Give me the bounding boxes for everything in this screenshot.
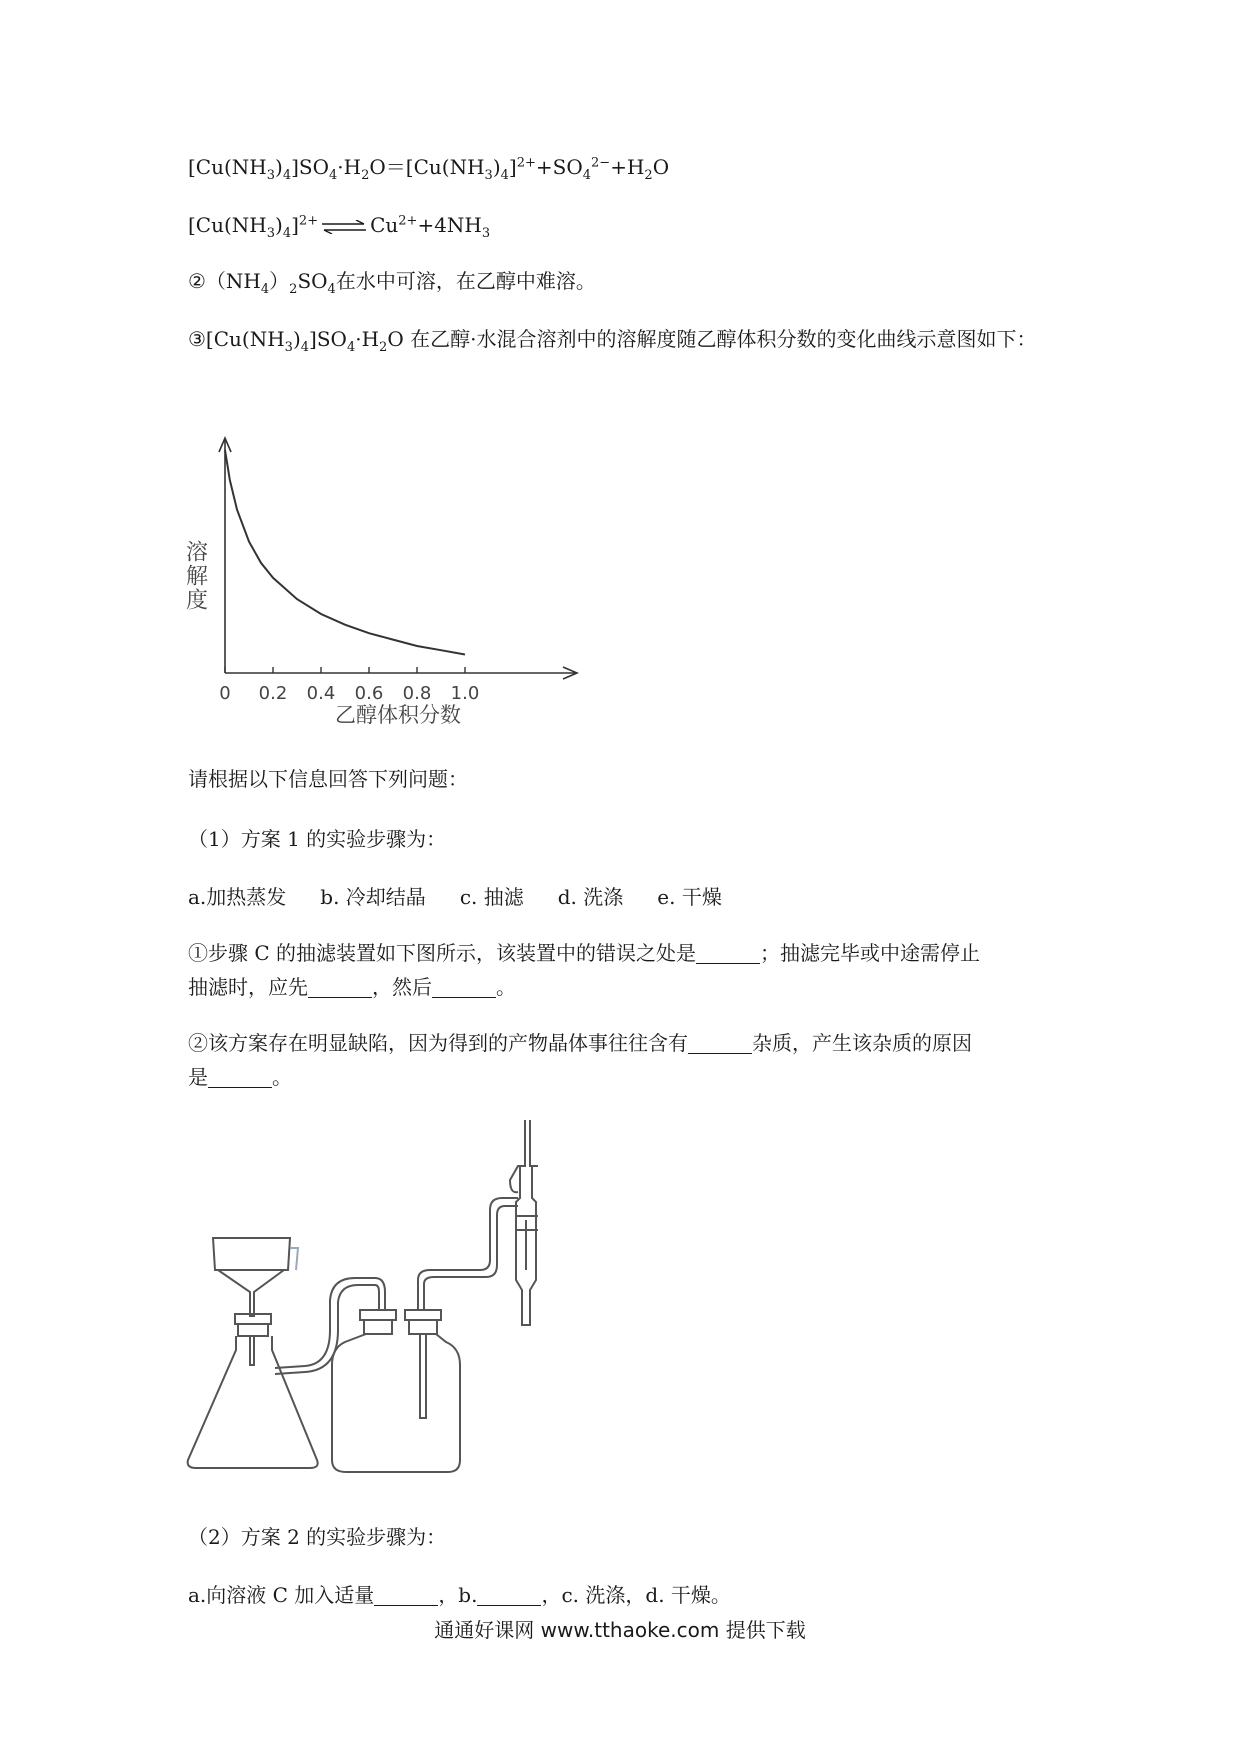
step-e: e. 干燥 — [657, 885, 722, 909]
step-a: a.加热蒸发 — [188, 885, 287, 909]
question-2-steps: a.向溶液 C 加入适量 ，b. ，c. 洗涤，d. 干燥。 — [188, 1583, 731, 1607]
suction-filtration-apparatus — [180, 1120, 700, 1480]
answer-blank-operation[interactable] — [477, 1583, 541, 1606]
safety-bottle-icon — [332, 1310, 460, 1472]
note-solubility: $③[Cu(NH_3)_4]SO_4\cdot H_2O$ 在乙醇·水混合溶剂中的溶解度随乙醇体积分数的变化曲线示意图如下： — [188, 327, 1037, 355]
step-c: c. 抽滤 — [459, 885, 524, 909]
intro-text: 请根据以下信息回答下列问题： — [188, 767, 468, 791]
buchner-funnel-icon — [213, 1238, 298, 1316]
flask-stopper-icon — [235, 1314, 271, 1365]
x-tick-label: 0.2 — [258, 683, 288, 704]
x-tick-label: 0.6 — [354, 683, 384, 704]
connecting-tube-1 — [275, 1278, 385, 1368]
x-tick-label: 0 — [219, 683, 231, 704]
solubility-curve — [225, 450, 465, 655]
equation-dissociation: $[Cu(NH_3)_4]SO_4\cdot H_2O=[Cu(NH_3)_4]^{2+}+SO_4^{2-}+H_2O$ — [188, 155, 670, 183]
x-axis-label: 乙醇体积分数 — [335, 703, 461, 727]
step-d: d. 洗涤 — [557, 885, 624, 909]
x-tick-label: 0.8 — [402, 683, 432, 704]
solubility-chart — [180, 430, 600, 740]
note-ammonium-sulfate: $②(NH_4)_2SO_4$在水中可溶，在乙醇中难溶。 — [188, 269, 596, 297]
answer-blank-reagent[interactable] — [374, 1583, 438, 1606]
page-footer: 通通好课网 www.tthaoke.com 提供下载 — [434, 1618, 806, 1642]
answer-blank-error[interactable] — [696, 941, 760, 964]
y-axis-label: 溶解度 — [182, 540, 208, 612]
question-1-title: （1）方案 1 的实验步骤为： — [188, 827, 447, 851]
question-2-title: （2）方案 2 的实验步骤为： — [188, 1525, 447, 1549]
x-tick-label: 0.4 — [306, 683, 336, 704]
water-aspirator-icon — [510, 1120, 538, 1325]
answer-blank-impurity[interactable] — [688, 1031, 752, 1054]
answer-blank-reason[interactable] — [208, 1065, 272, 1088]
equation-equilibrium: $[Cu(NH_3)_4]^{2+}$ $Cu^{2+}+4NH_3$ — [188, 213, 491, 241]
question-1-part-2: ②该方案存在明显缺陷，因为得到的产物晶体事往往含有 杂质，产生该杂质的原因 是 。 — [188, 1031, 972, 1089]
equilibrium-arrow-icon — [320, 220, 368, 234]
answer-blank-then-step[interactable] — [432, 975, 496, 998]
scheme-1-steps — [188, 880, 722, 914]
step-b: b. 冷却结晶 — [320, 885, 426, 909]
answer-blank-first-step[interactable] — [308, 975, 372, 998]
question-1-part-1: ①步骤 C 的抽滤装置如下图所示，该装置中的错误之处是 ；抽滤完毕或中途需停止 抽滤时，应先 ，然后 。 — [188, 941, 981, 999]
filter-flask-icon — [188, 1336, 318, 1468]
x-tick-label: 1.0 — [450, 683, 480, 704]
connecting-tube-2 — [418, 1198, 518, 1310]
